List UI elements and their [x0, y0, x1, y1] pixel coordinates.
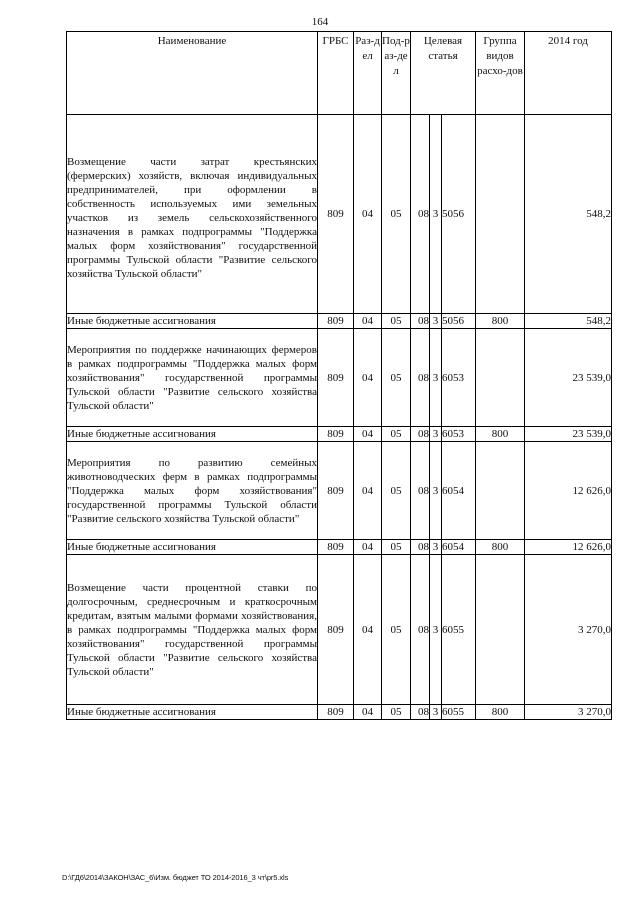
table-row [67, 427, 612, 442]
row-group [476, 442, 525, 540]
row-group: 800 [476, 540, 525, 555]
row-amount: 23 539,0 [525, 329, 612, 427]
row-podrazdel: 05 [382, 314, 411, 329]
header-podrazdel: Под-раз-дел [382, 32, 411, 115]
row-razdel: 04 [354, 555, 382, 705]
file-path-footer: D:\ГД6\2014\ЗАКОН\ЗАС_6\Изм. бюджет ТО 2014-2016_3 чт\pr5.xls [62, 873, 289, 882]
table-row [67, 314, 612, 329]
row-grbs: 809 [318, 427, 354, 442]
row-target-direction: 5056 [442, 115, 476, 314]
row-razdel: 04 [354, 427, 382, 442]
table-row [67, 329, 612, 427]
row-razdel: 04 [354, 329, 382, 427]
row-target-program: 08 [411, 705, 430, 720]
row-razdel: 04 [354, 705, 382, 720]
table-row [67, 115, 612, 314]
table-row [67, 540, 612, 555]
row-group [476, 329, 525, 427]
header-year: 2014 год [525, 32, 612, 115]
row-name: Иные бюджетные ассигнования [67, 540, 318, 555]
row-target-program: 08 [411, 115, 430, 314]
row-grbs: 809 [318, 442, 354, 540]
row-target-program: 08 [411, 442, 430, 540]
header-name: Наименование [67, 32, 318, 115]
row-razdel: 04 [354, 442, 382, 540]
budget-table [66, 31, 612, 720]
row-grbs: 809 [318, 329, 354, 427]
row-podrazdel: 05 [382, 115, 411, 314]
row-target-program: 08 [411, 540, 430, 555]
row-podrazdel: 05 [382, 705, 411, 720]
table-row [67, 555, 612, 705]
header-razdel: Раз-дел [354, 32, 382, 115]
row-target-subprogram: 3 [430, 329, 442, 427]
row-amount: 3 270,0 [525, 555, 612, 705]
row-target-subprogram: 3 [430, 540, 442, 555]
row-name: Иные бюджетные ассигнования [67, 705, 318, 720]
table-row [67, 705, 612, 720]
row-target-direction: 6055 [442, 705, 476, 720]
row-grbs: 809 [318, 314, 354, 329]
row-grbs: 809 [318, 115, 354, 314]
row-name: Возмещение части затрат крестьянских (фермерских) хозяйств, включая индивидуальных предпринимателей, при оформлении в собственность используемых ими земельных участков из земель сельскохозяйственного назначения в рамках подпрограммы "Поддержка малых форм хозяйствования" государственной программы Тульской области "Развитие сельского хозяйства Тульской области" [67, 115, 318, 314]
row-name: Иные бюджетные ассигнования [67, 427, 318, 442]
row-target-direction: 6054 [442, 540, 476, 555]
row-razdel: 04 [354, 540, 382, 555]
row-target-program: 08 [411, 314, 430, 329]
row-group: 800 [476, 427, 525, 442]
header-grbs: ГРБС [318, 32, 354, 115]
row-target-program: 08 [411, 555, 430, 705]
row-amount: 12 626,0 [525, 540, 612, 555]
row-razdel: 04 [354, 314, 382, 329]
row-target-subprogram: 3 [430, 555, 442, 705]
row-grbs: 809 [318, 555, 354, 705]
row-name: Возмещение части процентной ставки по долгосрочным, среднесрочным и краткосрочным кредитам, взятым малыми формами хозяйствования, в рамках подпрограммы "Поддержка малых форм хозяйствования" государственной программы Тульской области "Развитие сельского хозяйства Тульской области" [67, 555, 318, 705]
row-amount: 548,2 [525, 314, 612, 329]
table-row [67, 442, 612, 540]
row-amount: 548,2 [525, 115, 612, 314]
row-group: 800 [476, 314, 525, 329]
header-row [67, 32, 612, 115]
row-grbs: 809 [318, 705, 354, 720]
header-group: Группа видов расхо-дов [476, 32, 525, 115]
row-target-direction: 6053 [442, 329, 476, 427]
row-name: Мероприятия по поддержке начинающих фермеров в рамках подпрограммы "Поддержка малых форм хозяйствования" государственной программы Тульской области "Развитие сельского хозяйства Тульской области" [67, 329, 318, 427]
row-target-program: 08 [411, 427, 430, 442]
row-podrazdel: 05 [382, 540, 411, 555]
row-amount: 3 270,0 [525, 705, 612, 720]
row-group [476, 555, 525, 705]
row-podrazdel: 05 [382, 555, 411, 705]
row-amount: 23 539,0 [525, 427, 612, 442]
row-podrazdel: 05 [382, 442, 411, 540]
row-target-subprogram: 3 [430, 314, 442, 329]
row-name: Мероприятия по развитию семейных животноводческих ферм в рамках подпрограммы "Поддержка малых форм хозяйствования" государственной программы Тульской области "Развитие сельского хозяйства Тульской области" [67, 442, 318, 540]
row-name: Иные бюджетные ассигнования [67, 314, 318, 329]
row-target-program: 08 [411, 329, 430, 427]
row-target-subprogram: 3 [430, 427, 442, 442]
row-target-subprogram: 3 [430, 442, 442, 540]
page-number: 164 [311, 16, 329, 28]
row-podrazdel: 05 [382, 427, 411, 442]
row-target-subprogram: 3 [430, 705, 442, 720]
row-podrazdel: 05 [382, 329, 411, 427]
row-group: 800 [476, 705, 525, 720]
row-target-direction: 6054 [442, 442, 476, 540]
row-group [476, 115, 525, 314]
row-target-direction: 6053 [442, 427, 476, 442]
row-target-direction: 5056 [442, 314, 476, 329]
header-target: Целевая статья [411, 32, 476, 115]
row-grbs: 809 [318, 540, 354, 555]
row-amount: 12 626,0 [525, 442, 612, 540]
row-target-subprogram: 3 [430, 115, 442, 314]
row-target-direction: 6055 [442, 555, 476, 705]
row-razdel: 04 [354, 115, 382, 314]
